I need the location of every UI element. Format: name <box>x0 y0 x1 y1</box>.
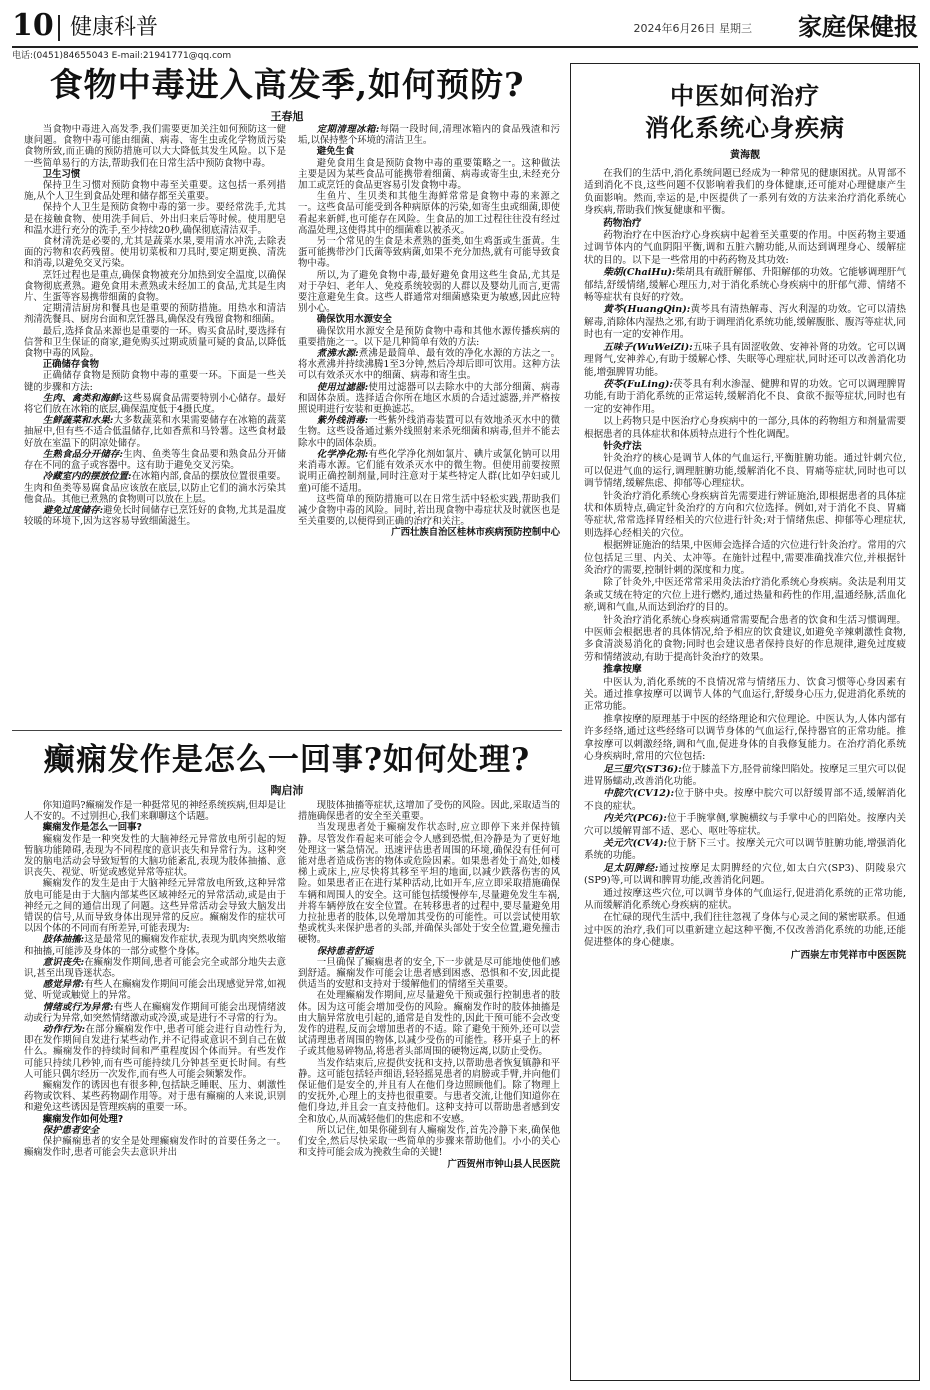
paragraph-text: 在部分癫痫发作中,患者可能会进行自动性行为,即在发作期间自发进行某些动作,并不记得或意识不到自己在做什么。癫痫发作的持续时间和严重程度因个体而异。有些发作可能只持续几秒钟,而有些可能持续几分钟甚至更长时间。有些人可能只偶尔经历一次发作,而有些人可能会频繁发作。 <box>24 1024 286 1080</box>
term-label: 意识丧失: <box>42 956 85 968</box>
paragraph <box>298 236 560 270</box>
term-label: 黄芩(HuangQin): <box>603 304 691 316</box>
paragraph-text: 通过按摩足太阴脾经的穴位,如太白穴(SP3)、阴陵泉穴(SP9)等,可以调和脾胃功能,改善消化问题。 <box>584 862 906 887</box>
term-label: 生肉、禽类和海鲜: <box>42 392 123 404</box>
paragraph <box>298 158 560 192</box>
paragraph-text: 使用过滤器可以去除水中的大部分细菌、病毒和固体杂质。选择适合你所在地区水质的合适过滤器,并严格按照说明进行安装和更换滤芯。 <box>298 381 560 416</box>
paragraph-text: 黄芩具有清热解毒、泻火利湿的功效。它可以清热解毒,消除体内湿热之邪,有助于调理消化系统功能,缓解腹胀、腹泻等症状,同时也有一定的安神作用。 <box>584 304 906 341</box>
paragraph <box>584 267 906 304</box>
paragraph-text: 烹饪过程也是重点,确保食物被充分加热到安全温度,以确保食物彻底煮熟。避免食用未煮熟或未经加工的食品,尤其是生肉片、生蛋等容易携带细菌的食物。 <box>24 269 286 304</box>
paragraph <box>24 393 286 415</box>
term-label: 生鲜蔬菜和水果: <box>42 415 114 427</box>
paragraph-text: 最后,选择食品来源也是重要的一环。购买食品时,要选择有信誉和卫生保证的商家,避免购买过期或质量可疑的食品,以降低食物中毒的风险。 <box>24 325 286 360</box>
paragraph-text: 针灸治疗的核心是调节人体的气血运行,平衡脏腑功能。通过针刺穴位,可以促进气血的运行,调理脏腑功能,缓解消化不良、胃痛等症状,同时也可以调节情绪,缓解焦虑、抑郁等心理症状。 <box>584 453 906 490</box>
paragraph-text: 针灸治疗消化系统心身疾病首先需要进行辨证施治,即根据患者的具体症状和体质特点,确定针灸治疗的方向和穴位选择。例如,对于消化不良、胃痛等症状,常常选择胃经相关的穴位进行针灸;对于情绪焦虑、抑郁等心理症状,则选择心经相关的穴位。 <box>584 490 906 539</box>
paragraph <box>24 236 286 270</box>
article-title: 癫痫发作是怎么一回事?如何处理? <box>43 742 531 778</box>
subheading: 药物治疗 <box>603 217 642 229</box>
paragraph <box>298 946 560 957</box>
paragraph-text: 当发作结束后,应提供安抚和支持,以帮助患者恢复镇静和平静。这可能包括轻声细语,轻轻摇晃患者的肩膀或手臂,并向他们保证他们是安全的,并且有人在他们身边照顾他们。除了物理上的安抚外,心理上的支持也很重要。与患者交流,让他们知道你在他们身边,并且会一直支持他们。这种支持可以帮助患者感到安全和放心,从而减轻他们的焦虑和不安感。 <box>298 1057 560 1125</box>
term-label: 足太阴脾经: <box>603 862 659 874</box>
term-label: 内关穴(PC6): <box>603 813 667 825</box>
term-label: 感觉异常: <box>42 979 85 991</box>
paragraph <box>24 202 286 236</box>
paragraph <box>584 912 906 949</box>
paragraph <box>584 813 906 838</box>
article-column-left <box>24 124 286 722</box>
paragraph <box>24 471 286 505</box>
paragraph <box>584 863 906 888</box>
subheading: 正确储存食物 <box>42 359 100 371</box>
paragraph-text: 根据辨证施治的结果,中医师会选择合适的穴位进行针灸治疗。常用的穴位包括足三里、内关、太冲等。在施针过程中,需要准确找准穴位,并根据针灸治疗的需要,控制针刺的深度和力度。 <box>584 540 906 576</box>
paragraph <box>24 415 286 449</box>
paragraph <box>298 124 560 146</box>
paragraph <box>584 788 906 813</box>
paragraph <box>298 822 560 945</box>
term-label: 煮沸水源: <box>316 348 359 360</box>
paragraph-text: 有些人在癫痫发作期间可能会出现情绪波动或行为异常,如突然情绪激动或冷漠,或是进行不寻常的行为。 <box>24 1001 286 1024</box>
paragraph-text: 位于膝盖下方,胫骨前缘凹陷处。按摩足三里穴可以促进胃肠蠕动,改善消化功能。 <box>584 763 906 787</box>
paragraph <box>298 382 560 416</box>
subheading: 推拿按摩 <box>603 664 642 676</box>
paragraph-text: 当食物中毒进入高发季,我们需要更加关注如何预防这一健康问题。食物中毒可能由细菌、病毒、寄生虫或化学物质污染食物所致,而正确的预防措施可以大大降低其发生风险。以下是一些简单易行的方法,帮助我们在日常生活中预防食物中毒。 <box>24 124 286 169</box>
paragraph-text: 除了针灸外,中医还常常采用灸法治疗消化系统心身疾病。灸法是利用艾条或艾绒在特定的穴位上进行燃灼,通过热量和药性的作用,温通经脉,活血化瘀,调和气血,从而达到治疗的目的。 <box>584 577 906 614</box>
article-epilepsy <box>12 738 562 1383</box>
article-author: 王春旭 <box>270 110 304 123</box>
paragraph-text: 大多数蔬菜和水果需要储存在冰箱的蔬菜抽屉中,但有些不适合低温储存,比如香蕉和马铃薯。这些食材最好放在室温下的阴凉处储存。 <box>24 415 286 449</box>
paragraph-text: 位于脐中央。按摩中脘穴可以舒缓胃部不适,缓解消化不良的症状。 <box>584 788 906 812</box>
article-author: 黄海靓 <box>730 150 760 161</box>
paragraph <box>584 764 906 789</box>
article-column-left <box>24 800 286 1383</box>
paragraph-text: 一旦确保了癫痫患者的安全,下一步就是尽可能地使他们感到舒适。癫痫发作可能会让患者感到困惑、恐惧和不安,因此提供适当的安慰和支持对于缓解他们的情绪至关重要。 <box>298 956 560 991</box>
term-label: 使用过滤器: <box>316 381 369 393</box>
article-title-line2: 消化系统心身疾病 <box>645 113 845 142</box>
section-name: 健康科普 <box>70 15 159 40</box>
paragraph <box>298 494 560 528</box>
paragraph <box>584 838 906 863</box>
subheading: 卫生习惯 <box>42 168 81 180</box>
paragraph-text: 这些简单的预防措施可以在日常生活中轻松实践,帮助我们减少食物中毒的风险。同时,若出现食物中毒症状及时就医也是至关重要的,以便得到正确的治疗和关注。 <box>298 493 560 528</box>
paragraph-text: 保持卫生习惯对预防食物中毒至关重要。这包括一系列措施,从个人卫生到食品处理和储存都至关重要。 <box>24 180 286 203</box>
paragraph-text: 针灸治疗消化系统心身疾病通常需要配合患者的饮食和生活习惯调理。中医师会根据患者的具体情况,给予相应的饮食建议,如避免辛辣刺激性食物,多食清淡易消化的食物;同时也会建议患者保持良好的作息规律,避免过度疲劳和情绪波动,有助于提高针灸治疗的效果。 <box>584 614 906 663</box>
paragraph-text: 所以记住,如果你碰到有人癫痫发作,首先冷静下来,确保他们安全,然后尽快采取一些简单的步骤来帮助他们。小小的关心和支持可能会成为挽救生命的关键! <box>298 1124 560 1159</box>
article-tcm-box <box>570 63 920 1381</box>
paragraph <box>24 370 286 392</box>
paragraph <box>24 326 286 360</box>
paragraph <box>24 1080 286 1114</box>
paragraph <box>24 979 286 1001</box>
paragraph <box>584 714 906 764</box>
paragraph <box>24 834 286 879</box>
paragraph <box>24 1024 286 1080</box>
paragraph-text: 药物治疗在中医治疗心身疾病中起着至关重要的作用。中医药物主要通过调节体内的气血阴阳平衡,调和五脏六腑功能,从而达到调理身心、缓解症状的目的。以下是一些常用的中药药物及其功效: <box>584 230 906 266</box>
masthead <box>12 8 918 48</box>
term-label: 冷藏室内的摆放位置: <box>42 471 132 483</box>
term-label: 肢体抽搐: <box>42 934 85 946</box>
paragraph <box>24 449 286 471</box>
newspaper-brand: 家庭保健报 <box>798 12 918 41</box>
article-title: 食物中毒进入高发季,如何预防? <box>49 65 525 104</box>
paragraph <box>298 270 560 315</box>
article-column-right <box>298 124 560 722</box>
paragraph-text: 确保饮用水源安全是预防食物中毒和其他水源传播疾病的重要措施之一。以下是几种简单有效的方法: <box>298 325 560 348</box>
term-label: 化学净化剂: <box>316 448 369 460</box>
paragraph <box>584 491 906 541</box>
paragraph <box>584 379 906 416</box>
paragraph-text: 有些化学净化剂如氯片、碘片或氯化钠可以用来消毒水源。它们能有效杀灭水中的微生物。但使用前要按照说明正确控制剂量,同时注意对于某些特定人群(比如孕妇或儿童)可能不适用。 <box>298 448 560 494</box>
article-title-line1: 中医如何治疗 <box>670 81 820 110</box>
contact-line: 电话:(0451)84655043 E-mail:21941771@qq.com <box>12 51 232 61</box>
paragraph <box>24 1125 286 1136</box>
paragraph-text: 在处理癫痫发作期间,应尽量避免干预或强行控制患者的肢体。因为这可能会增加受伤的风险。癫痫发作时的肢体抽搐是由大脑异常放电引起的,通常是自发性的,因此干预可能不会改变发作的进程,反而会增加患者的不适。除了避免干预外,还可以尝试清理患者周围的物体,以减少受伤的可能性。移开桌子上的杯子或其他易碎物品,将患者头部周围的硬物远离,以防止受伤。 <box>298 990 560 1058</box>
paragraph-text: 生鱼片、生贝类和其他生海鲜常常是食物中毒的来源之一。这些食品可能受到各种病原体的污染,如寄生虫或细菌,即使看起来新鲜,也可能存在风险。生食品的加工过程往往没有经过高温处理,这使得其中的细菌难以被杀灭。 <box>298 191 560 236</box>
paragraph <box>584 416 906 441</box>
paragraph-text: 保持个人卫生是预防食物中毒的第一步。要经常洗手,尤其是在接触食物、使用洗手间后、外出归来后等时候。使用肥皂和温水进行充分的洗手,至少持续20秒,确保彻底清洁双手。 <box>24 202 286 236</box>
paragraph <box>584 453 906 490</box>
paragraph <box>24 303 286 325</box>
paragraph <box>24 878 286 934</box>
paragraph <box>24 957 286 979</box>
paragraph-text: 中医认为,消化系统的不良情况常与情绪压力、饮食习惯等心身因素有关。通过推拿按摩可以调节人体的气血运行,舒缓身心压力,促进消化系统的正常功能。 <box>584 676 906 713</box>
paragraph <box>298 348 560 382</box>
term-label: 生熟食品分开储存: <box>42 448 123 460</box>
paragraph-text: 你知道吗?癫痫发作是一种挺常见的神经系统疾病,但却是让人不安的。不过别担心,我们来聊聊这个话题。 <box>24 800 286 823</box>
article-food-poisoning <box>12 64 562 724</box>
paragraph <box>298 191 560 236</box>
term-label: 情绪或行为异常: <box>42 1001 114 1013</box>
paragraph-text: 癫痫发作的发生是由于大脑神经元异常放电所致,这种异常放电可能是由于大脑内部某些区域神经元的异常活动,或是由于神经元之间的通信出现了问题。这些异常活动会导致大脑发出错误的信号,从而导致身体出现异常的反应。癫痫发作的症状可以因个体的不同而有所差异,可能表现为: <box>24 878 286 935</box>
term-label: 足三里穴(ST36): <box>603 763 682 775</box>
term-label: 动作行为: <box>42 1024 86 1036</box>
paragraph <box>584 230 906 267</box>
term-label: 避免过度储存: <box>42 504 104 516</box>
paragraph-text: 癫痫发作的诱因也有很多种,包括缺乏睡眠、压力、刺激性药物或饮料、某些药物副作用等。对于患有癫痫的人来说,识别和避免这些诱因是管理疾病的重要一环。 <box>24 1080 286 1114</box>
paragraph <box>24 124 286 169</box>
paragraph <box>298 449 560 494</box>
paragraph-text: 定期清洁厨房和餐具也是重要的预防措施。用热水和清洁剂清洗餐具、厨房台面和烹饪器具,确保没有残留食物和细菌。 <box>24 303 286 326</box>
paragraph-text: 位于脐下三寸。按摩关元穴可以调节脏腑功能,增强消化系统的功能。 <box>584 837 906 862</box>
paragraph <box>298 1058 560 1125</box>
paragraph-text: 避免长时间储存已烹饪好的食物,尤其是温度较暖的环境下,因为这容易导致细菌滋生。 <box>24 504 286 528</box>
paragraph-text: 保护癫痫患者的安全是处理癫痫发作时的首要任务之一。癫痫发作时,患者可能会失去意识并出 <box>24 1136 286 1159</box>
paragraph-text: 当发现患者处于癫痫发作状态时,应立即停下来并保持镇静。尽管发作看起来可能会令人感到恐慌,但冷静是为了更好地处理这一紧急情况。迅速评估患者周围的环境,确保没有任何可能对患者造成伤害的物体或危险因素。如果患者处于高处,如楼梯上或床上,应尽快将其移至平坦的地面,以减少跌落伤害的风险。如果患者正在进行某种活动,比如开车,应立即采取措施确保车辆和周围人的安全。这可能包括缓慢停车,尽量避免发生车祸,并将车辆停放在安全位置。在转移患者的过程中,要尽量避免用力拉扯患者的肢体,以免增加其受伤的可能性。可以尝试使用软垫或枕头来保护患者的头部,并确保头部处于安全位置,避免撞击硬物。 <box>298 822 560 946</box>
article-author: 陶启沛 <box>270 784 304 797</box>
paragraph-text: 避免食用生食是预防食物中毒的重要策略之一。这种做法主要是因为某些食品可能携带着细菌、病毒或寄生虫,未经充分加工或烹饪的食品更容易引发食物中毒。 <box>298 157 560 192</box>
paragraph <box>298 957 560 991</box>
paragraph <box>298 326 560 348</box>
paragraph-text: 正确储存食物是预防食物中毒的重要一环。下面是一些关键的步骤和方法: <box>24 370 286 393</box>
term-label: 保持患者舒适 <box>316 945 374 957</box>
paragraph-text: 这些易腐食品需要特别小心储存。最好将它们放在冰箱的底层,确保温度低于4摄氏度。 <box>24 392 286 416</box>
paragraph <box>24 1002 286 1024</box>
paragraph <box>24 1136 286 1158</box>
paragraph <box>584 540 906 577</box>
term-label: 茯苓(FuLing): <box>603 378 673 390</box>
paragraph-text: 通过按摩这些穴位,可以调节身体的气血运行,促进消化系统的正常功能,从而缓解消化系统心身疾病的症状。 <box>584 887 906 911</box>
issue-date: 2024年6月26日 星期三 <box>633 22 752 35</box>
subheading: 确保饮用水源安全 <box>316 314 392 326</box>
paragraph-text: 以上药物只是中医治疗心身疾病中的一部分,具体的药物组方和剂量需要根据患者的具体症状和体质特点进行个性化调配。 <box>584 416 906 440</box>
paragraph-text: 在我们的生活中,消化系统问题已经成为一种常见的健康困扰。从胃部不适到消化不良,这些问题不仅影响着我们的身体健康,还可能对心理健康产生负面影响。然而,幸运的是,中医提供了一系列有效的方法来治疗消化系统心身疾病,帮助我们恢复健康和平衡。 <box>584 168 906 217</box>
paragraph <box>584 168 906 218</box>
paragraph <box>298 1125 560 1159</box>
article-source: 广西崇左市凭祥市中医医院 <box>790 949 906 961</box>
term-label: 柴胡(ChaiHu): <box>603 267 676 279</box>
paragraph <box>584 888 906 913</box>
paragraph <box>24 505 286 527</box>
paragraph-text: 食材清洗是必要的,尤其是蔬菜水果,要用清水冲洗,去除表面的污物和农药残留。使用切菜板和刀具时,要定期更换、清洗和消毒,以避免交叉污染。 <box>24 236 286 270</box>
paragraph <box>24 270 286 304</box>
term-label: 定期清理冰箱: <box>316 124 380 135</box>
article-column-right <box>298 800 560 1383</box>
paragraph-text: 现肢体抽搐等症状,这增加了受伤的风险。因此,采取适当的措施确保患者的安全至关重要。 <box>298 800 560 823</box>
paragraph-text: 所以,为了避免食物中毒,最好避免食用这些生食品,尤其是对于孕妇、老年人、免疫系统较弱的人群以及婴幼儿而言,更需要注意避免生食。这些人群通常对细菌感染更为敏感,因此应特别小心。 <box>298 269 560 315</box>
article-body <box>584 168 906 1373</box>
paragraph-text: 煮沸是最简单、最有效的净化水源的方法之一。将水煮沸并持续沸腾1至3分钟,然后冷却后即可饮用。这种方法可以有效杀灭水中的细菌、病毒和寄生虫。 <box>298 348 560 382</box>
paragraph <box>584 615 906 665</box>
term-label: 关元穴(CV4): <box>603 837 668 849</box>
paragraph <box>298 800 560 822</box>
paragraph-text: 柴胡具有疏肝解郁、升阳解郁的功效。它能够调理肝气郁结,舒缓情绪,缓解心理压力,对于消化系统心身疾病中的肝郁气滞、情绪不畅等症状有良好的疗效。 <box>584 267 906 304</box>
subheading: 癫痫发作如何处理? <box>42 1113 124 1125</box>
paragraph-text: 有些人在癫痫发作期间可能会出现感觉异常,如视觉、听觉或触觉上的异常。 <box>24 979 286 1002</box>
paragraph <box>584 577 906 614</box>
paragraph <box>24 934 286 956</box>
paragraph <box>584 304 906 341</box>
paragraph-text: 茯苓具有利水渗湿、健脾和胃的功效。它可以调理脾胃功能,有助于消化系统的正常运转,缓解消化不良、食欲不振等症状,同时也有一定的安神作用。 <box>584 378 906 415</box>
subheading: 针灸疗法 <box>603 440 642 452</box>
paragraph <box>584 677 906 714</box>
paragraph-text: 一些紫外线消毒装置可以有效地杀灭水中的微生物。这些设备通过紫外线照射来杀死细菌和病毒,但并不能去除水中的固体杂质。 <box>298 415 560 449</box>
subheading: 癫痫发作是怎么一回事? <box>42 822 142 834</box>
paragraph-text: 在冰箱内部,食品的摆放位置很重要。生肉和鱼类等易腐食品应该放在底层,以防止它们的滴水污染其他食品。其他已煮熟的食物则可以放在上层。 <box>24 471 286 505</box>
paragraph-text: 每隔一段时间,清理冰箱内的食品残渣和污垢,以保持整个环境的清洁卫生。 <box>298 124 560 147</box>
article-source: 广西贺州市钟山县人民医院 <box>447 1158 560 1170</box>
paragraph-text: 在忙碌的现代生活中,我们往往忽视了身体与心灵之间的紧密联系。但通过中医的治疗,我们可以重新建立起这种平衡,不仅改善消化系统的功能,还能促进整体的身心健康。 <box>584 912 906 949</box>
paragraph-text: 生肉、鱼类等生食品要和熟食品分开储存在不同的盒子或容器中。这有助于避免交叉污染。 <box>24 448 286 472</box>
paragraph-text: 这是最常见的癫痫发作症状,表现为肌肉突然收缩和抽搐,可能涉及身体的一部分或整个身体。 <box>24 934 286 957</box>
term-label: 紫外线消毒: <box>316 415 369 427</box>
term-label: 中脘穴(CV12): <box>603 788 675 800</box>
article-divider <box>12 730 562 731</box>
paragraph <box>24 180 286 202</box>
paragraph-text: 位于手腕掌侧,掌腕横纹与手掌中心的凹陷处。按摩内关穴可以缓解胃部不适、恶心、呕吐等症状。 <box>584 813 906 837</box>
paragraph-text: 在癫痫发作期间,患者可能会完全或部分地失去意识,甚至出现昏迷状态。 <box>24 956 286 980</box>
page-number: 10 <box>12 8 54 43</box>
term-label: 保护患者安全 <box>42 1124 100 1136</box>
paragraph-text: 五味子具有固涩收敛、安神补肾的功效。它可以调理肾气,安神养心,有助于缓解心悸、失眠等心理症状,同时还可以改善消化功能,增强脾胃功能。 <box>584 341 906 378</box>
term-label: 五味子(WuWeiZi): <box>603 341 693 353</box>
paragraph <box>298 990 560 1057</box>
header-separator <box>58 15 60 41</box>
subheading: 避免生食 <box>316 146 355 158</box>
paragraph-text: 推拿按摩的原理基于中医的经络理论和穴位理论。中医认为,人体内部有许多经络,通过这些经络可以调节身体的气血运行,保持器官的正常功能。推拿按摩可以刺激经络,调和气血,促进身体的自我修复能力。在治疗消化系统心身疾病时,常用的穴位包括: <box>584 713 906 763</box>
paragraph-text: 另一个常见的生食是未煮熟的蛋类,如生鸡蛋或生蛋黄。生蛋可能携带沙门氏菌等致病菌,如果不充分加热,就有可能导致食物中毒。 <box>298 236 560 270</box>
paragraph <box>298 415 560 449</box>
paragraph <box>24 800 286 822</box>
paragraph <box>584 342 906 379</box>
article-source: 广西壮族自治区桂林市疾病预防控制中心 <box>391 527 560 539</box>
paragraph-text: 癫痫发作是一种突发性的大脑神经元异常放电所引起的短暂脑功能障碍,表现为不同程度的意识丧失和异常行为。这种突发的脑电活动会导致短暂的大脑功能紊乱,表现为肢体抽搐、意识丧失、视觉、听觉或感觉异常等症状。 <box>24 833 286 879</box>
